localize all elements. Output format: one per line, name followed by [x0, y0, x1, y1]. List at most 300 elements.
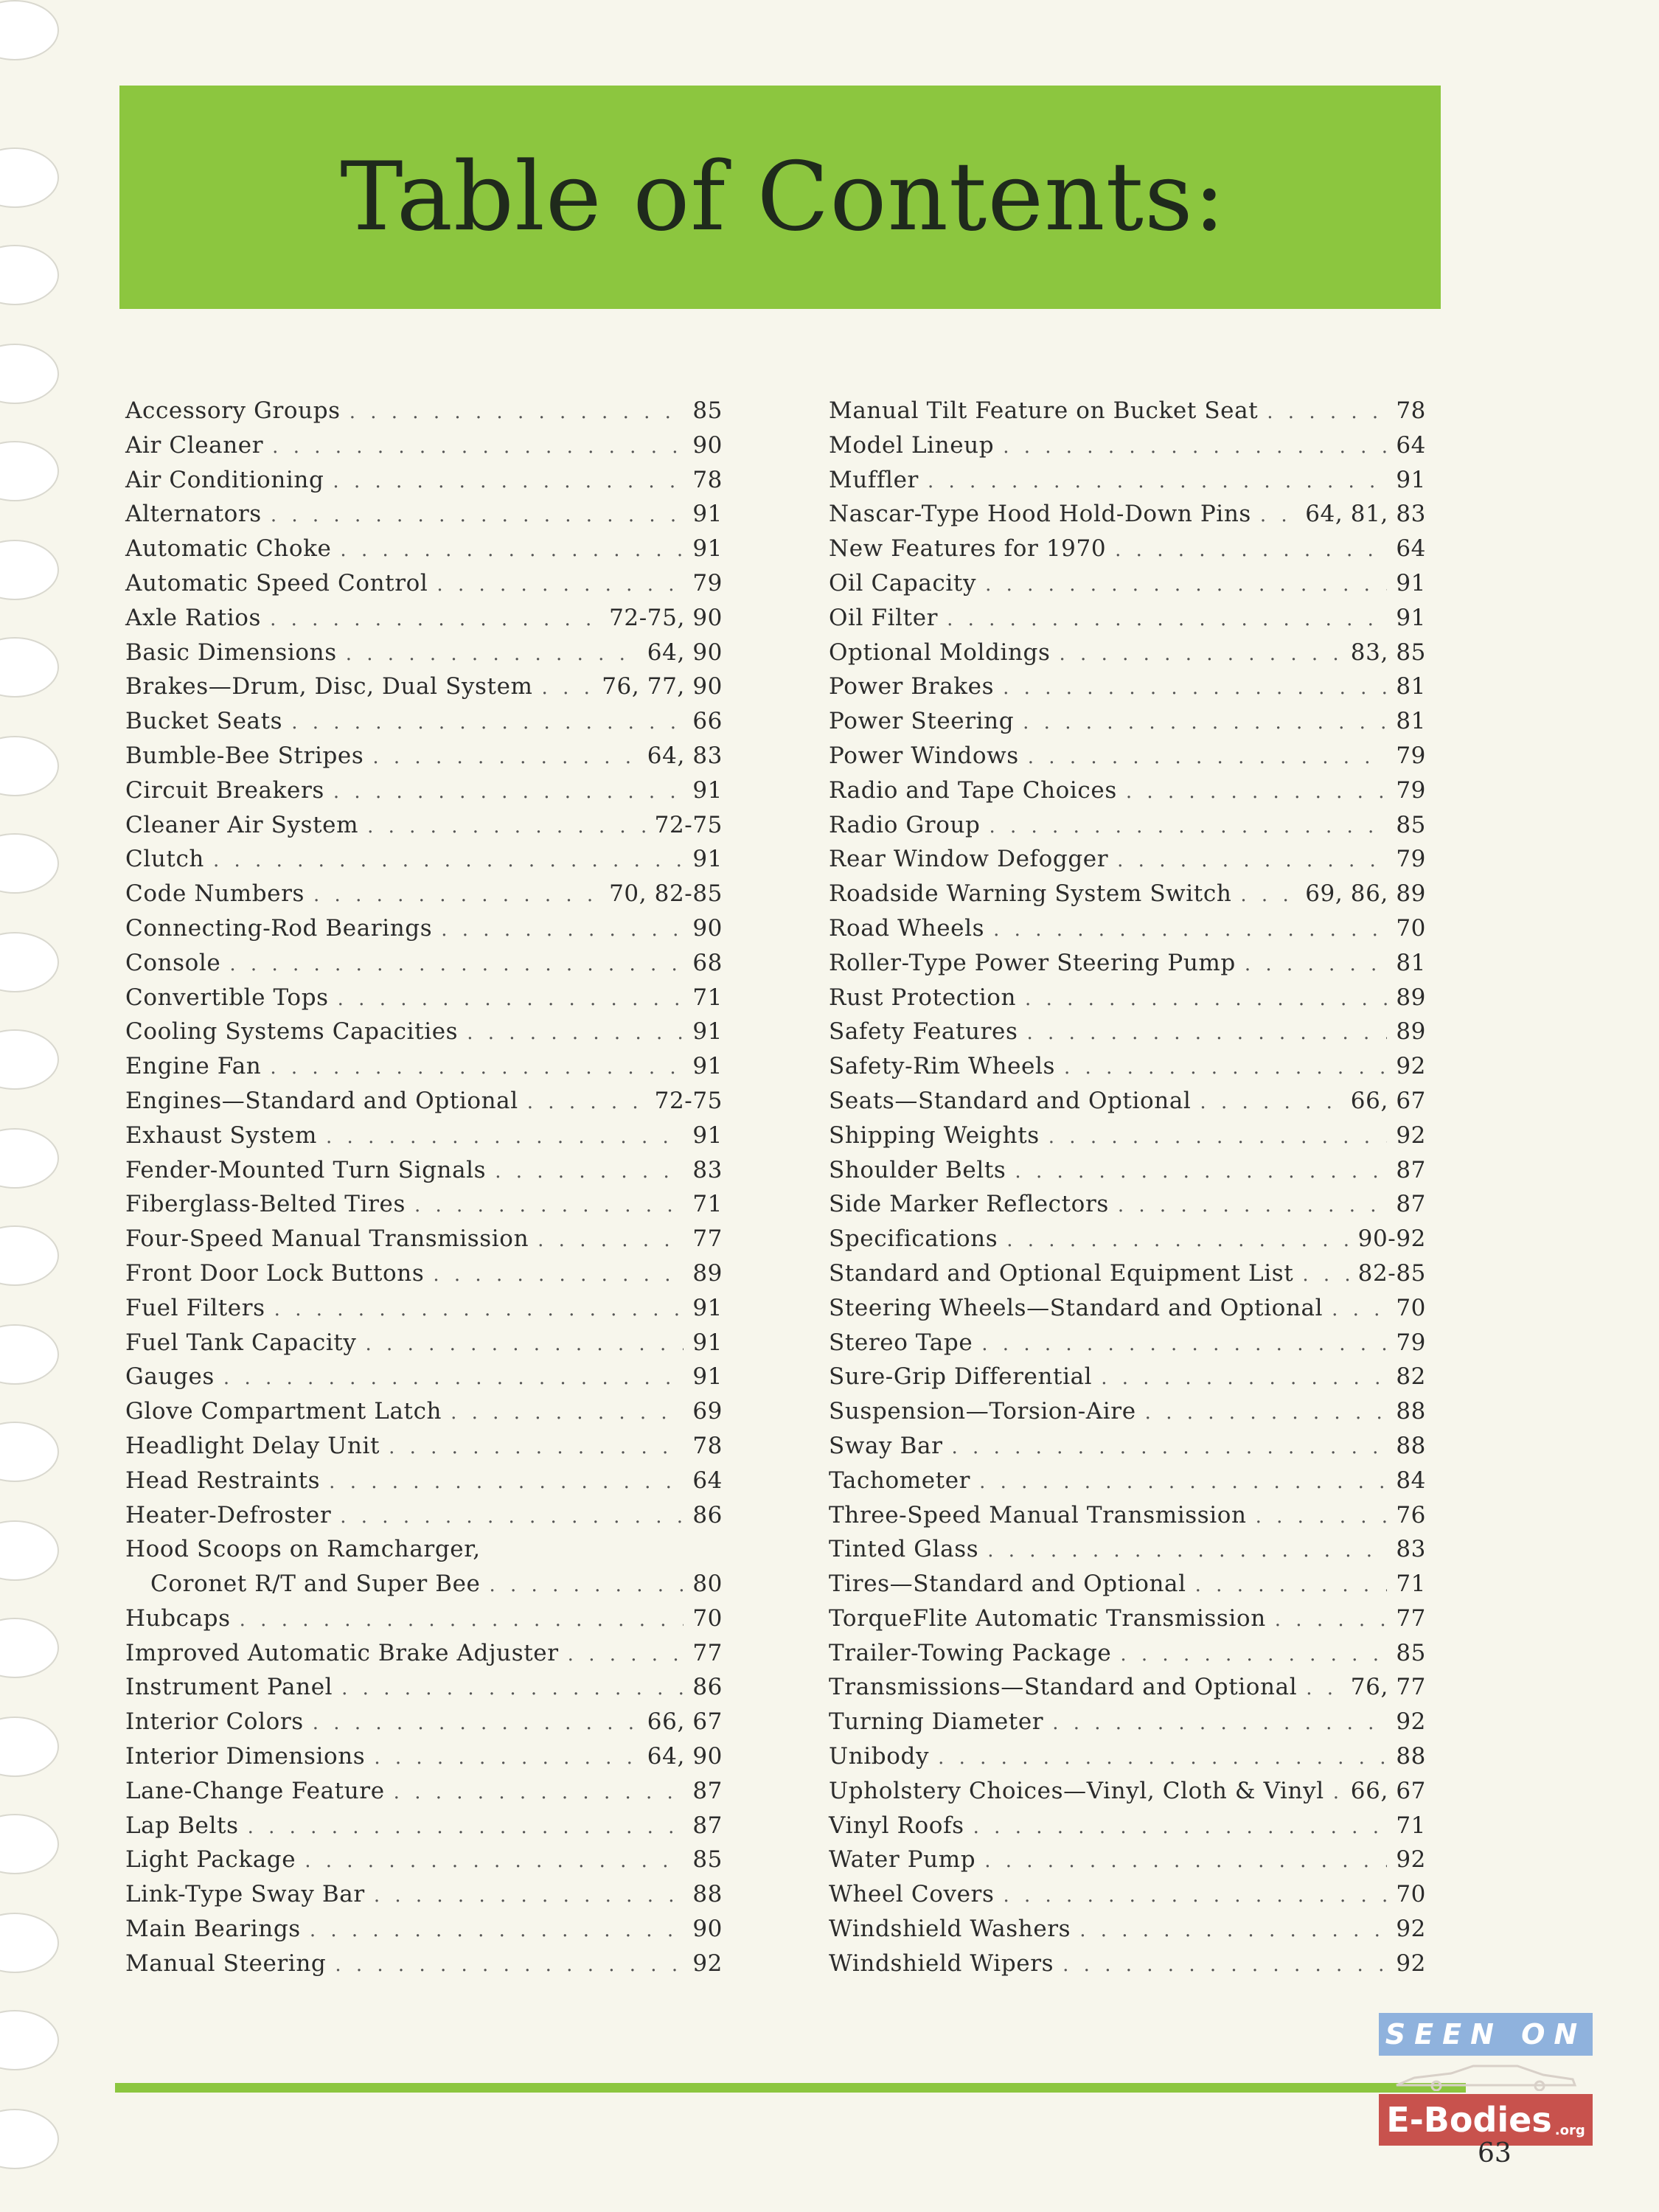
- dot-leader: [248, 1810, 684, 1845]
- toc-entry-page: 79: [692, 569, 723, 597]
- toc-entry-page: 92: [1396, 1950, 1426, 1977]
- dot-leader: [451, 1396, 684, 1430]
- toc-entry-title: Side Marker Reflectors: [829, 1191, 1109, 1218]
- page-number: 63: [1478, 2138, 1512, 2168]
- toc-entry: [125, 1601, 723, 1636]
- toc-entry-page: 91: [692, 776, 723, 804]
- toc-entry-page: 92: [1396, 1053, 1426, 1080]
- toc-entry-title: Rust Protection: [829, 984, 1017, 1011]
- toc-entry: [829, 1809, 1426, 1843]
- toc-entry: [829, 1394, 1426, 1429]
- toc-entry: [829, 877, 1426, 911]
- toc-entry-title: Water Pump: [829, 1846, 976, 1874]
- toc-entry-page: 70, 82-85: [609, 880, 723, 908]
- dot-leader: [433, 1258, 684, 1293]
- toc-entry-page: 85: [1396, 1639, 1426, 1666]
- toc-entry: [829, 1049, 1426, 1084]
- toc-entry: [829, 1532, 1426, 1567]
- toc-entry-title: Suspension—Torsion-Aire: [829, 1398, 1136, 1425]
- toc-entry-title: Manual Tilt Feature on Bucket Seat: [829, 397, 1259, 424]
- toc-entry-page: 64, 83: [647, 742, 723, 769]
- toc-entry: [829, 1739, 1426, 1774]
- toc-entry-title: Bumble-Bee Stripes: [125, 742, 364, 769]
- toc-entry: [829, 497, 1426, 532]
- toc-entry-page: 64, 81, 83: [1305, 501, 1426, 528]
- dot-leader: [952, 1430, 1388, 1465]
- toc-entry: [125, 497, 723, 532]
- toc-entry-page: 91: [1396, 604, 1426, 631]
- toc-entry-page: 85: [692, 397, 723, 424]
- dot-leader: [1245, 947, 1387, 982]
- dot-leader: [1023, 706, 1387, 740]
- dot-leader: [947, 602, 1387, 637]
- toc-entry: [829, 1360, 1426, 1394]
- toc-entry-page: 77: [692, 1639, 723, 1666]
- toc-entry-page: 90-92: [1357, 1225, 1426, 1253]
- dot-leader: [341, 1672, 684, 1706]
- toc-entry-title: Engine Fan: [125, 1053, 262, 1080]
- dot-leader: [329, 1465, 684, 1500]
- toc-entry: [125, 601, 723, 636]
- toc-entry-page: 80: [692, 1571, 723, 1598]
- dot-leader: [1256, 1500, 1388, 1534]
- bottom-rule: [115, 2083, 1466, 2093]
- dot-leader: [1003, 430, 1387, 465]
- dot-leader: [1101, 1361, 1387, 1396]
- toc-entry-title: Fender-Mounted Turn Signals: [125, 1156, 487, 1183]
- toc-entry-page: 91: [692, 1121, 723, 1149]
- toc-entry-title: Air Cleaner: [125, 431, 264, 459]
- toc-entry: [829, 842, 1426, 877]
- dot-leader: [338, 982, 684, 1017]
- toc-entry-title: Shipping Weights: [829, 1121, 1040, 1149]
- toc-entry-page: 91: [692, 535, 723, 563]
- toc-entry-title: Main Bearings: [125, 1916, 301, 1943]
- binding-holes: [0, 0, 81, 2212]
- toc-entry-page: 92: [1396, 1121, 1426, 1149]
- toc-entry: [829, 1636, 1426, 1671]
- toc-entry-page: 83, 85: [1350, 639, 1426, 666]
- toc-entry: [829, 601, 1426, 636]
- toc-entry-title: Radio and Tape Choices: [829, 776, 1117, 804]
- toc-entry-title: Accessory Groups: [125, 397, 341, 424]
- toc-entry: [829, 1498, 1426, 1533]
- dot-leader: [240, 1603, 684, 1638]
- toc-entry: [125, 946, 723, 981]
- dot-leader: [985, 568, 1387, 602]
- dot-leader: [1332, 1293, 1387, 1327]
- toc-entry-page: 76, 77, 90: [602, 673, 723, 700]
- toc-entry-title: Manual Steering: [125, 1950, 327, 1977]
- dot-leader: [313, 878, 600, 913]
- dot-leader: [1060, 637, 1342, 672]
- toc-entry-page: 64, 90: [647, 639, 723, 666]
- toc-entry-title: Heater-Defroster: [125, 1501, 332, 1528]
- toc-entry-title: Sway Bar: [829, 1432, 943, 1459]
- toc-entry-title: Basic Dimensions: [125, 639, 337, 666]
- toc-entry-title: Roller-Type Power Steering Pump: [829, 949, 1236, 976]
- toc-entry-title: Unibody: [829, 1743, 930, 1770]
- toc-entry-page: 78: [692, 466, 723, 493]
- dot-leader: [1118, 1189, 1387, 1223]
- toc-entry-page: 91: [692, 1294, 723, 1321]
- toc-entry-page: 70: [1396, 1881, 1426, 1908]
- dot-leader: [490, 1568, 684, 1603]
- toc-entry-title: Circuit Breakers: [125, 776, 324, 804]
- dot-leader: [938, 1741, 1387, 1775]
- toc-entry-title: Automatic Speed Control: [125, 569, 428, 597]
- toc-entry-title: Safety-Rim Wheels: [829, 1053, 1056, 1080]
- toc-entry: [125, 532, 723, 566]
- toc-entry-page: 87: [1396, 1156, 1426, 1183]
- toc-entry-title: Specifications: [829, 1225, 998, 1253]
- toc-entry-page: 83: [1396, 1536, 1426, 1563]
- dot-leader: [1126, 775, 1388, 810]
- toc-entry-title: Light Package: [125, 1846, 296, 1874]
- toc-entry-page: 79: [1396, 742, 1426, 769]
- toc-entry-title: Oil Filter: [829, 604, 939, 631]
- toc-entry-title: Fiberglass-Belted Tires: [125, 1191, 406, 1218]
- toc-entry-page: 89: [1396, 984, 1426, 1011]
- toc-entry: [829, 1567, 1426, 1601]
- toc-entry: [829, 1119, 1426, 1153]
- toc-entry-title: Glove Compartment Latch: [125, 1398, 442, 1425]
- toc-entry-page: 90: [692, 1916, 723, 1943]
- toc-entry-page: 89: [692, 1259, 723, 1287]
- toc-entry: [125, 394, 723, 428]
- toc-entry: [829, 1877, 1426, 1912]
- binding-hole: [0, 1913, 59, 1973]
- dot-leader: [984, 1844, 1387, 1879]
- toc-entry: [125, 1670, 723, 1705]
- toc-entry-page: 66, 67: [1350, 1087, 1426, 1114]
- dot-leader: [333, 775, 684, 810]
- toc-entry-title: Three-Speed Manual Transmission: [829, 1501, 1247, 1528]
- toc-entry: [125, 1567, 723, 1601]
- toc-entry-title: Tinted Glass: [829, 1536, 979, 1563]
- dot-leader: [1195, 1568, 1388, 1603]
- binding-hole: [0, 833, 59, 894]
- binding-hole: [0, 637, 59, 698]
- binding-hole: [0, 1128, 59, 1189]
- dot-leader: [1267, 395, 1387, 430]
- binding-hole: [0, 1225, 59, 1286]
- toc-entry-title: TorqueFlite Automatic Transmission: [829, 1604, 1266, 1632]
- toc-entry-title: Optional Moldings: [829, 639, 1051, 666]
- dot-leader: [272, 430, 684, 465]
- toc-entry-title: Exhaust System: [125, 1121, 318, 1149]
- binding-hole: [0, 1814, 59, 1874]
- toc-entry-title: Clutch: [125, 846, 204, 873]
- toc-entry-title: Axle Ratios: [125, 604, 262, 631]
- toc-entry: [829, 1084, 1426, 1119]
- toc-entry-title: Model Lineup: [829, 431, 995, 459]
- toc-entry-page: 64: [1396, 535, 1426, 563]
- toc-entry: [829, 1187, 1426, 1222]
- toc-entry-title: Muffler: [829, 466, 919, 493]
- toc-entry-page: 89: [1396, 1018, 1426, 1046]
- toc-entry-page: 78: [692, 1432, 723, 1459]
- toc-entry-title: Air Conditioning: [125, 466, 324, 493]
- toc-entry-page: 70: [692, 1604, 723, 1632]
- toc-entry: [125, 1912, 723, 1947]
- binding-hole: [0, 1029, 59, 1090]
- dot-leader: [979, 1465, 1387, 1500]
- toc-entry: [125, 1084, 723, 1119]
- toc-entry-title: Gauges: [125, 1363, 215, 1391]
- dot-leader: [928, 465, 1387, 499]
- title-banner: [119, 86, 1441, 309]
- toc-entry-page: 82-85: [1357, 1259, 1426, 1287]
- toc-entry-page: 64: [1396, 431, 1426, 459]
- dot-leader: [1027, 1016, 1388, 1051]
- toc-entry: [829, 1843, 1426, 1877]
- dot-leader: [229, 947, 684, 982]
- binding-hole: [0, 932, 59, 992]
- dot-leader: [414, 1189, 684, 1223]
- toc-entry-page: 88: [1396, 1398, 1426, 1425]
- toc-entry: [829, 911, 1426, 946]
- toc-entry-title: Vinyl Roofs: [829, 1812, 964, 1839]
- dot-leader: [1240, 878, 1296, 913]
- toc-entry: [125, 1119, 723, 1153]
- toc-entry: [829, 1222, 1426, 1256]
- toc-entry-page: 69, 86, 89: [1305, 880, 1426, 908]
- toc-entry-page: 91: [692, 1329, 723, 1356]
- toc-entry-title: Rear Window Defogger: [829, 846, 1109, 873]
- toc-entry-title: Power Steering: [829, 708, 1015, 735]
- toc-entry: [125, 1464, 723, 1498]
- toc-entry: [829, 1912, 1426, 1947]
- toc-entry: [829, 636, 1426, 670]
- binding-hole: [0, 736, 59, 796]
- dot-leader: [340, 1500, 684, 1534]
- toc-entry-page: 78: [1396, 397, 1426, 424]
- dot-leader: [527, 1085, 646, 1120]
- toc-entry-page: 84: [1396, 1467, 1426, 1494]
- toc-entry-page: 92: [1396, 1846, 1426, 1874]
- toc-entry-title: Head Restraints: [125, 1467, 321, 1494]
- dot-leader: [495, 1155, 684, 1189]
- toc-entry: [829, 981, 1426, 1015]
- dot-leader: [1275, 1603, 1388, 1638]
- toc-entry: [829, 1705, 1426, 1739]
- toc-entry: [125, 877, 723, 911]
- dot-leader: [1079, 1913, 1387, 1948]
- dot-leader: [271, 498, 684, 533]
- toc-entry: [829, 1326, 1426, 1360]
- page-title: Table of Contents:: [340, 142, 1226, 252]
- toc-entry: [829, 1153, 1426, 1188]
- toc-entry-title: Windshield Wipers: [829, 1950, 1054, 1977]
- toc-entry: [125, 1532, 723, 1567]
- watermark-top-text: SEEN ON: [1379, 2013, 1593, 2056]
- binding-hole: [0, 1520, 59, 1581]
- toc-entry-title: Turning Diameter: [829, 1708, 1044, 1736]
- toc-entry-page: 91: [692, 1363, 723, 1391]
- toc-right-column: [829, 394, 1426, 1981]
- dot-leader: [1333, 1775, 1342, 1810]
- toc-entry: [125, 1326, 723, 1360]
- dot-leader: [981, 1327, 1387, 1362]
- toc-entry-page: 87: [692, 1777, 723, 1804]
- toc-entry-page: 82: [1396, 1363, 1426, 1391]
- toc-entry-page: 64, 90: [647, 1743, 723, 1770]
- toc-entry: [125, 1429, 723, 1464]
- toc-entry-title: Four-Speed Manual Transmission: [125, 1225, 529, 1253]
- binding-hole: [0, 540, 59, 600]
- toc-entry-title: Engines—Standard and Optional: [125, 1087, 518, 1114]
- toc-entry-title: Interior Dimensions: [125, 1743, 366, 1770]
- toc-entry: [125, 1705, 723, 1739]
- toc-entry-title: Road Wheels: [829, 914, 985, 942]
- toc-entry: [125, 1153, 723, 1188]
- dot-leader: [291, 706, 684, 740]
- toc-entry-title: Sure-Grip Differential: [829, 1363, 1093, 1391]
- dot-leader: [1145, 1396, 1388, 1430]
- dot-leader: [1062, 1948, 1387, 1983]
- toc-entry: [125, 463, 723, 498]
- toc-entry: [829, 704, 1426, 739]
- toc-entry-title: Shoulder Belts: [829, 1156, 1006, 1183]
- dot-leader: [538, 1223, 684, 1258]
- toc-entry: [125, 1877, 723, 1912]
- toc-entry-page: 88: [1396, 1432, 1426, 1459]
- toc-entry: [829, 428, 1426, 463]
- toc-entry-title: Upholstery Choices—Vinyl, Cloth & Vinyl: [829, 1777, 1324, 1804]
- toc-entry-page: 85: [1396, 811, 1426, 838]
- dot-leader: [346, 637, 639, 672]
- toc-entry-title: Fuel Tank Capacity: [125, 1329, 357, 1356]
- toc-entry: [125, 566, 723, 601]
- toc-entry-page: 91: [692, 1018, 723, 1046]
- toc-entry-page: 79: [1396, 1329, 1426, 1356]
- dot-leader: [1115, 533, 1387, 568]
- toc-entry-page: 66: [692, 708, 723, 735]
- dot-leader: [467, 1016, 684, 1051]
- toc-entry-page: 71: [1396, 1812, 1426, 1839]
- toc-entry-page: 92: [692, 1950, 723, 1977]
- seen-on-ebodies-watermark: [1379, 2013, 1593, 2146]
- toc-entry-page: 71: [1396, 1571, 1426, 1598]
- toc-entry-page: 92: [1396, 1916, 1426, 1943]
- toc-entry-title: Steering Wheels—Standard and Optional: [829, 1294, 1324, 1321]
- binding-hole: [0, 344, 59, 404]
- toc-entry-page: 91: [692, 1053, 723, 1080]
- toc-entry-page: 66, 67: [1350, 1777, 1426, 1804]
- dot-leader: [987, 1534, 1387, 1568]
- toc-entry: [125, 428, 723, 463]
- toc-entry-page: 91: [1396, 466, 1426, 493]
- dot-leader: [989, 810, 1387, 844]
- dot-leader: [1006, 1223, 1349, 1258]
- toc-entry-page: 90: [692, 431, 723, 459]
- toc-entry-title: Radio Group: [829, 811, 981, 838]
- dot-leader: [333, 465, 684, 499]
- toc-entry-title: Improved Automatic Brake Adjuster: [125, 1639, 559, 1666]
- dot-leader: [1064, 1051, 1387, 1085]
- toc-entry-page: 86: [692, 1674, 723, 1701]
- dot-leader: [1015, 1155, 1387, 1189]
- dot-leader: [1200, 1085, 1341, 1120]
- toc-entry-title: Power Brakes: [829, 673, 995, 700]
- toc-entry-page: 85: [692, 1846, 723, 1874]
- toc-entry: [125, 669, 723, 704]
- toc-entry-page: 76, 77: [1350, 1674, 1426, 1701]
- toc-entry: [829, 946, 1426, 981]
- toc-entry-page: 91: [692, 846, 723, 873]
- dot-leader: [437, 568, 684, 602]
- toc-entry-page: 88: [692, 1881, 723, 1908]
- toc-entry-page: 68: [692, 949, 723, 976]
- toc-entry: [125, 636, 723, 670]
- toc-entry-title: Cleaner Air System: [125, 811, 359, 838]
- dot-leader: [372, 740, 638, 775]
- toc-entry: [829, 669, 1426, 704]
- toc-entry-page: 87: [692, 1812, 723, 1839]
- toc-entry-page: 81: [1396, 949, 1426, 976]
- dot-leader: [542, 671, 594, 706]
- dot-leader: [305, 1844, 684, 1879]
- toc-entry-page: 72-75, 90: [609, 604, 723, 631]
- toc-entry-title: Lap Belts: [125, 1812, 239, 1839]
- dot-leader: [394, 1775, 684, 1810]
- dot-leader: [213, 844, 684, 878]
- toc-entry: [125, 1809, 723, 1843]
- dot-leader: [1003, 671, 1387, 706]
- toc-entry: [829, 773, 1426, 808]
- toc-entry-page: 77: [1396, 1604, 1426, 1632]
- toc-entry-title: Connecting-Rod Bearings: [125, 914, 433, 942]
- toc-entry: [829, 1291, 1426, 1326]
- dot-leader: [367, 810, 646, 844]
- toc-entry-title: Convertible Tops: [125, 984, 329, 1011]
- toc-left-column: [125, 394, 723, 1981]
- toc-entry-title: Console: [125, 949, 221, 976]
- dot-leader: [1120, 1638, 1387, 1672]
- toc-entry: [829, 566, 1426, 601]
- toc-entry: [125, 739, 723, 773]
- toc-entry-title: Trailer-Towing Package: [829, 1639, 1112, 1666]
- toc-entry: [125, 1256, 723, 1291]
- toc-entry: [829, 463, 1426, 498]
- toc-entry: [829, 1601, 1426, 1636]
- toc-entry: [125, 842, 723, 877]
- dot-leader: [270, 1051, 684, 1085]
- dot-leader: [1306, 1672, 1342, 1706]
- toc-entry-title: Stereo Tape: [829, 1329, 973, 1356]
- toc-entry-title: Instrument Panel: [125, 1674, 333, 1701]
- toc-entry-title: Front Door Lock Buttons: [125, 1259, 425, 1287]
- toc-entry: [829, 1947, 1426, 1981]
- toc-entry: [829, 1015, 1426, 1049]
- toc-entry: [125, 1015, 723, 1049]
- toc-entry: [829, 739, 1426, 773]
- dot-leader: [326, 1120, 684, 1155]
- binding-hole: [0, 1422, 59, 1482]
- toc-entry: [125, 911, 723, 946]
- toc-entry-page: 87: [1396, 1191, 1426, 1218]
- toc-entry-page: 70: [1396, 914, 1426, 942]
- dot-leader: [366, 1327, 684, 1362]
- toc-entry-page: 64: [692, 1467, 723, 1494]
- dot-leader: [374, 1879, 684, 1913]
- dot-leader: [349, 395, 684, 430]
- binding-hole: [0, 441, 59, 501]
- toc-entry-title: Roadside Warning System Switch: [829, 880, 1232, 908]
- toc-entry: [829, 394, 1426, 428]
- toc-entry: [829, 1429, 1426, 1464]
